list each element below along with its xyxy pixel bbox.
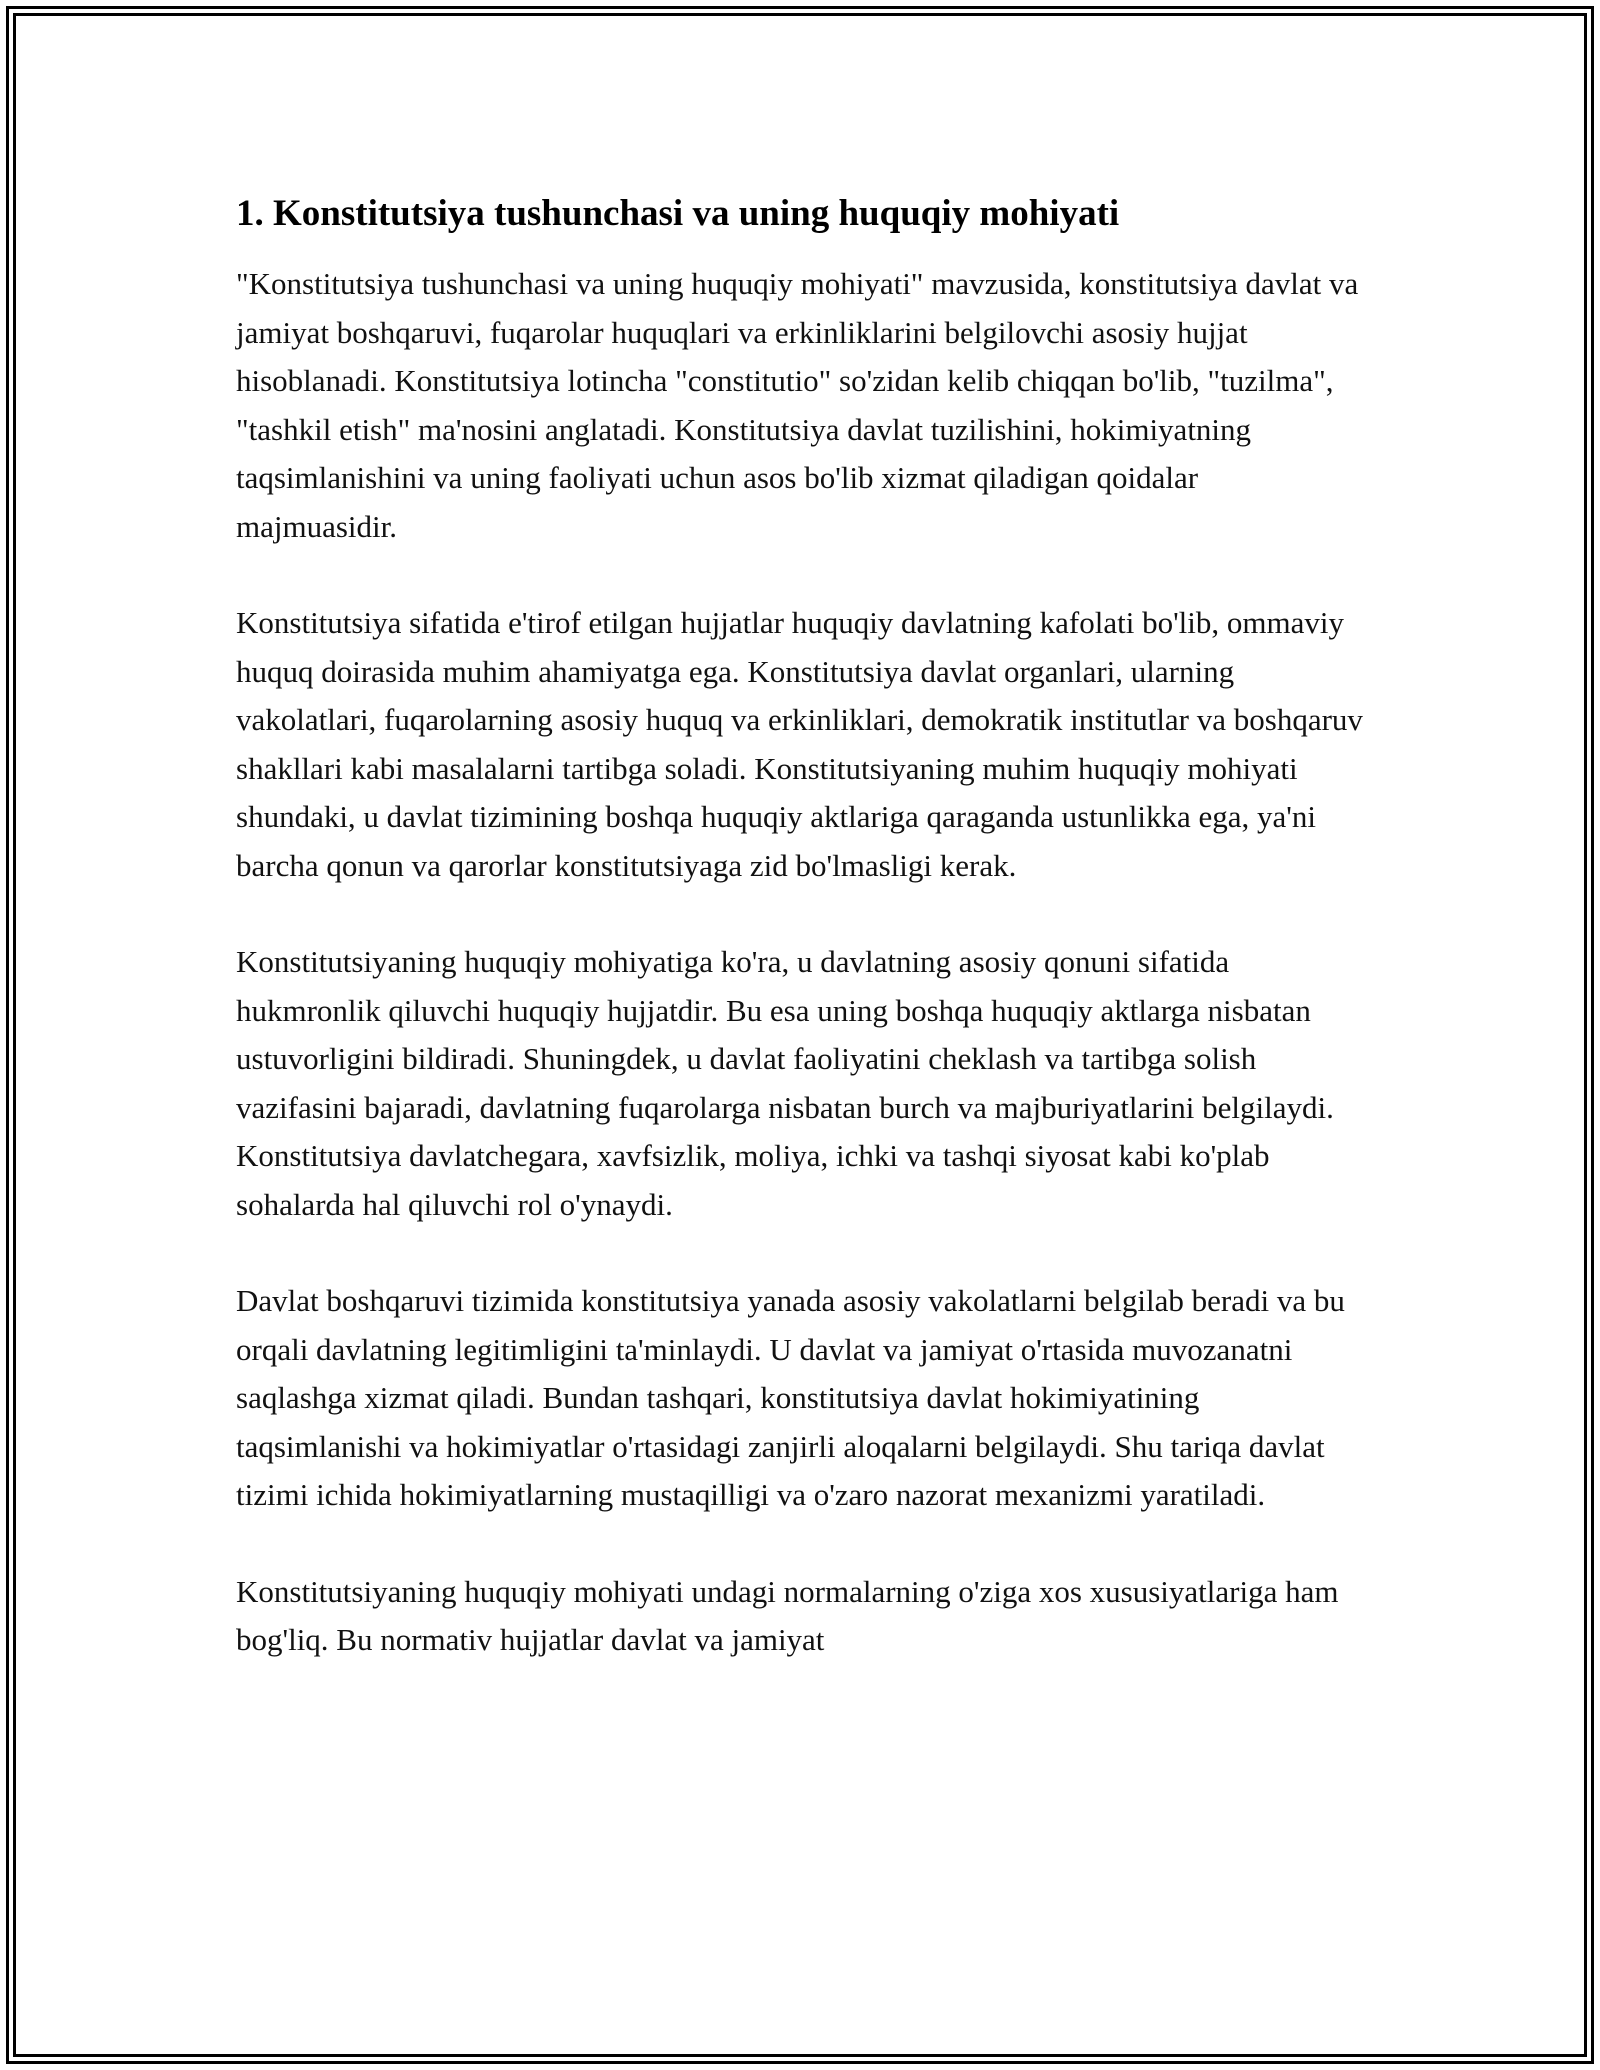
paragraph-5: Konstitutsiyaning huquqiy mohiyati undagi normalarning o'ziga xos xususiyatlariga ham bog'liq. Bu normativ hujjatlar davlat va jamiyat: [236, 1573, 1339, 1657]
document-body: [236, 188, 1366, 1713]
paragraph-2: Konstitutsiya sifatida e'tirof etilgan hujjatlar huquqiy davlatning kafolati bo'lib, ommaviy huquq doirasida muhim ahamiyatga ega. Konstitutsiya davlat organlari, ularning vakolatlari, fuqarolarning asosiy huquq va erkinliklari, demokratik institutlar va boshqaruv shakllari kabi masalalarni tartibga soladi. Konstitutsiyaning muhim huquqiy mohiyati shundaki, u davlat tizimining boshqa huquqiy aktlariga qaraganda ustunlikka ega, ya'ni barcha qonun va qarorlar konstitutsiyaga zid bo'lmasligi kerak.: [236, 605, 1363, 883]
paragraph-1: "Konstitutsiya tushunchasi va uning huquqiy mohiyati" mavzusida, konstitutsiya davlat va jamiyat boshqaruvi, fuqarolar huquqlari va erkinliklarini belgilovchi asosiy hujjat hisoblanadi. Konstitutsiya lotincha "constitutio" so'zidan kelib chiqqan bo'lib, "tuzilma", "tashkil etish" ma'nosini anglatadi. Konstitutsiya davlat tuzilishini, hokimiyatning taqsimlanishini va uning faoliyati uchun asos bo'lib xizmat qiladigan qoidalar majmuasidir.: [236, 266, 1359, 544]
paragraph-3: Konstitutsiyaning huquqiy mohiyatiga ko'ra, u davlatning asosiy qonuni sifatida hukmronlik qiluvchi huquqiy hujjatdir. Bu esa uning boshqa huquqiy aktlarga nisbatan ustuvorligini bildiradi. Shuningdek, u davlat faoliyatini cheklash va tartibga solish vazifasini bajaradi, davlatning fuqarolarga nisbatan burch va majburiyatlarini belgilaydi. Konstitutsiya davlatchegara, xavfsizlik, moliya, ichki va tashqi siyosat kabi ko'plab sohalarda hal qiluvchi rol o'ynaydi.: [236, 944, 1334, 1222]
paragraph-4: Davlat boshqaruvi tizimida konstitutsiya yanada asosiy vakolatlarni belgilab beradi va bu orqali davlatning legitimligini ta'minlaydi. U davlat va jamiyat o'rtasida muvozanatni saqlashga xizmat qiladi. Bundan tashqari, konstitutsiya davlat hokimiyatining taqsimlanishi va hokimiyatlar o'rtasidagi zanjirli aloqalarni belgilaydi. Shu tariqa davlat tizimi ichida hokimiyatlarning mustaqilligi va o'zaro nazorat mexanizmi yaratiladi.: [236, 1283, 1345, 1512]
document-title: 1. Konstitutsiya tushunchasi va uning huquqiy mohiyati: [236, 193, 1120, 234]
